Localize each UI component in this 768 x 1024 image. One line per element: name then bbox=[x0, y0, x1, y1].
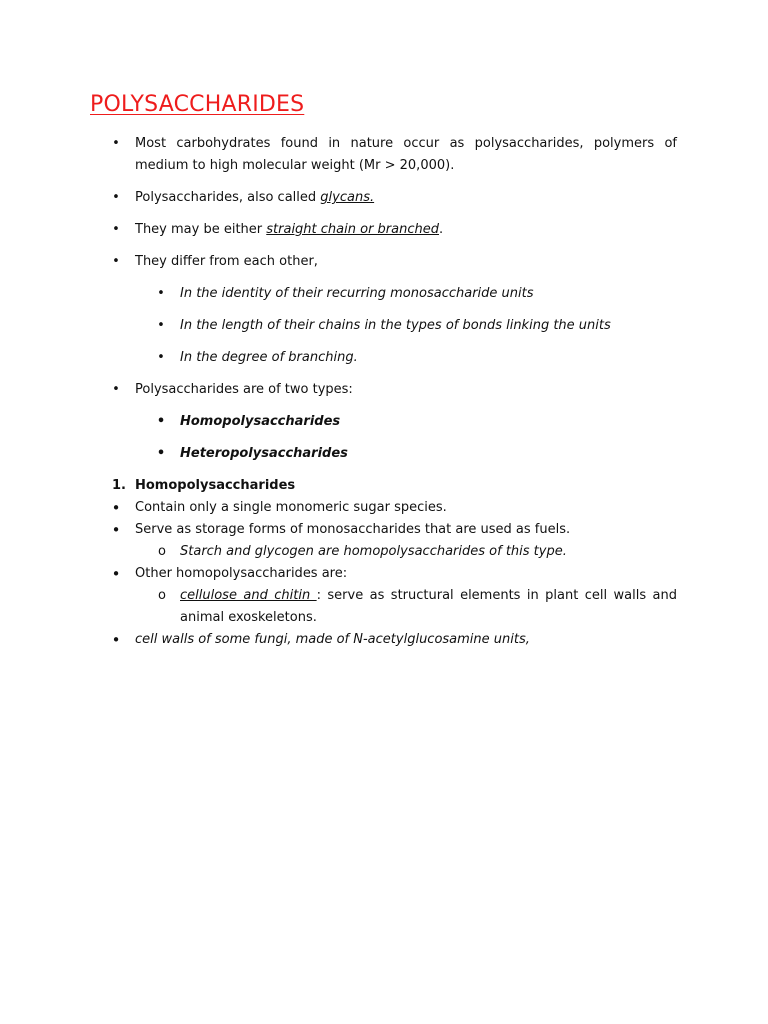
sub-bullet-marker: o bbox=[158, 544, 166, 559]
page-title: POLYSACCHARIDES bbox=[90, 92, 305, 117]
list-item-text-part: They may be either bbox=[135, 222, 267, 237]
bullet-marker: • bbox=[112, 382, 120, 397]
cellulose-chitin-desc: : serve as structural elements in plant cell walls and animal exoskeletons. bbox=[180, 588, 677, 625]
section-number: 1. bbox=[112, 478, 126, 493]
list-item-text bbox=[135, 219, 443, 241]
bullet-marker: • bbox=[112, 222, 120, 237]
bullet-marker: • bbox=[111, 499, 121, 517]
bullet-marker: • bbox=[112, 136, 120, 151]
sub-list-item-text: In the identity of their recurring monosaccharide units bbox=[180, 286, 534, 301]
bullet-marker: • bbox=[157, 318, 165, 333]
bullet-marker: • bbox=[111, 521, 121, 539]
bullet-marker: • bbox=[112, 190, 120, 205]
bullet-marker: • bbox=[157, 286, 165, 301]
list-item-text: Other homopolysaccharides are: bbox=[135, 566, 348, 581]
section-heading-text: Homopolysaccharides bbox=[135, 478, 296, 493]
list-item-text: Most carbohydrates found in nature occur as polysaccharides, polymers of medium to high molecular weight (Mr > 20,000). bbox=[135, 136, 677, 173]
list-item-text-part: Polysaccharides, also called bbox=[135, 190, 321, 205]
sub-list-item-text: In the length of their chains in the types of bonds linking the units bbox=[180, 318, 611, 333]
sub-bullet-marker: o bbox=[158, 588, 166, 603]
cellulose-chitin-term: cellulose and chitin bbox=[180, 588, 317, 603]
chain-term: straight chain or branched bbox=[266, 222, 439, 237]
list-item-text: They differ from each other, bbox=[135, 254, 318, 269]
list-item-text: Serve as storage forms of monosaccharides that are used as fuels. bbox=[135, 522, 571, 537]
bullet-marker: • bbox=[111, 565, 121, 583]
list-item-text: cell walls of some fungi, made of N-acetylglucosamine units, bbox=[135, 632, 530, 647]
bullet-marker: • bbox=[112, 254, 120, 269]
list-item-text: Contain only a single monomeric sugar species. bbox=[135, 500, 447, 515]
sub-list-item-text: In the degree of branching. bbox=[180, 350, 358, 365]
bullet-marker: • bbox=[156, 414, 166, 429]
sub-list-item-text: Starch and glycogen are homopolysaccharides of this type. bbox=[180, 544, 567, 559]
type-heteropolysaccharides: Heteropolysaccharides bbox=[180, 446, 348, 461]
bullet-marker: • bbox=[156, 446, 166, 461]
list-item-text bbox=[135, 187, 374, 209]
list-item-text-part: . bbox=[439, 222, 444, 237]
list-item-text: Polysaccharides are of two types: bbox=[135, 382, 353, 397]
bullet-marker: • bbox=[157, 350, 165, 365]
sub-list-item-text bbox=[180, 585, 677, 629]
bullet-marker: • bbox=[111, 631, 121, 649]
glycans-term: glycans. bbox=[320, 190, 375, 205]
type-homopolysaccharides: Homopolysaccharides bbox=[180, 414, 341, 429]
